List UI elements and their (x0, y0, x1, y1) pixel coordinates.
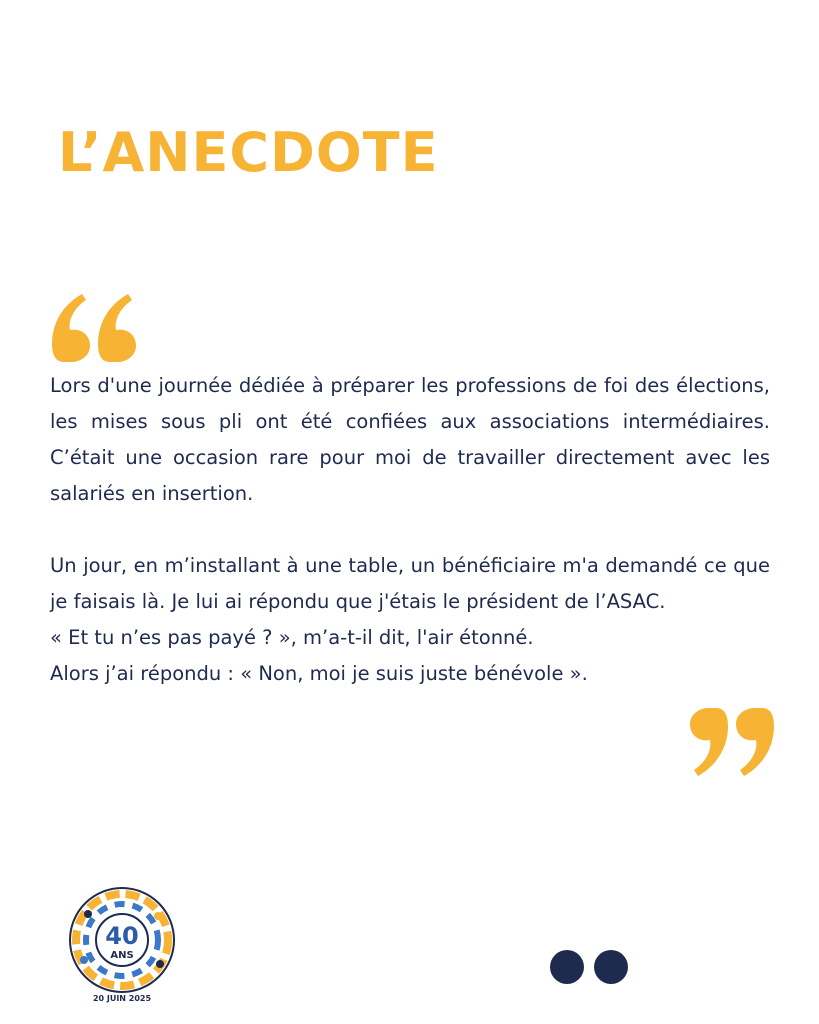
close-quote-icon (690, 708, 774, 778)
paragraph-2-line: « Et tu n’es pas payé ? », m’a-t-il dit, l'air étonné. (50, 626, 534, 649)
paragraph-1: Lors d'une journée dédiée à préparer les professions de foi des élections, les mises sous pli ont été confiées aux associations intermédiaires. C’était une occasion rare pour moi de travailler directement avec les salariés en insertion. (50, 374, 770, 505)
pagination-dot-icon (594, 950, 628, 984)
page-title: L’ANECDOTE (58, 121, 439, 184)
open-quote-icon (52, 292, 136, 362)
paragraph-2-line: Alors j’ai répondu : « Non, moi je suis juste bénévole ». (50, 662, 588, 685)
pagination-dot-icon (550, 950, 584, 984)
logo-unit: ANS (110, 950, 134, 961)
anecdote-text (50, 368, 770, 692)
paragraph-2 (50, 548, 770, 692)
logo-date: 20 JUIN 2025 (92, 994, 152, 1003)
anniversary-logo-icon (66, 884, 178, 1004)
paragraph-2-line: Un jour, en m’installant à une table, un bénéficiaire m'a demandé ce que je faisais là. Je lui ai répondu que j'étais le président de l’ASAC. (50, 554, 770, 613)
logo-number: 40 (105, 922, 139, 950)
